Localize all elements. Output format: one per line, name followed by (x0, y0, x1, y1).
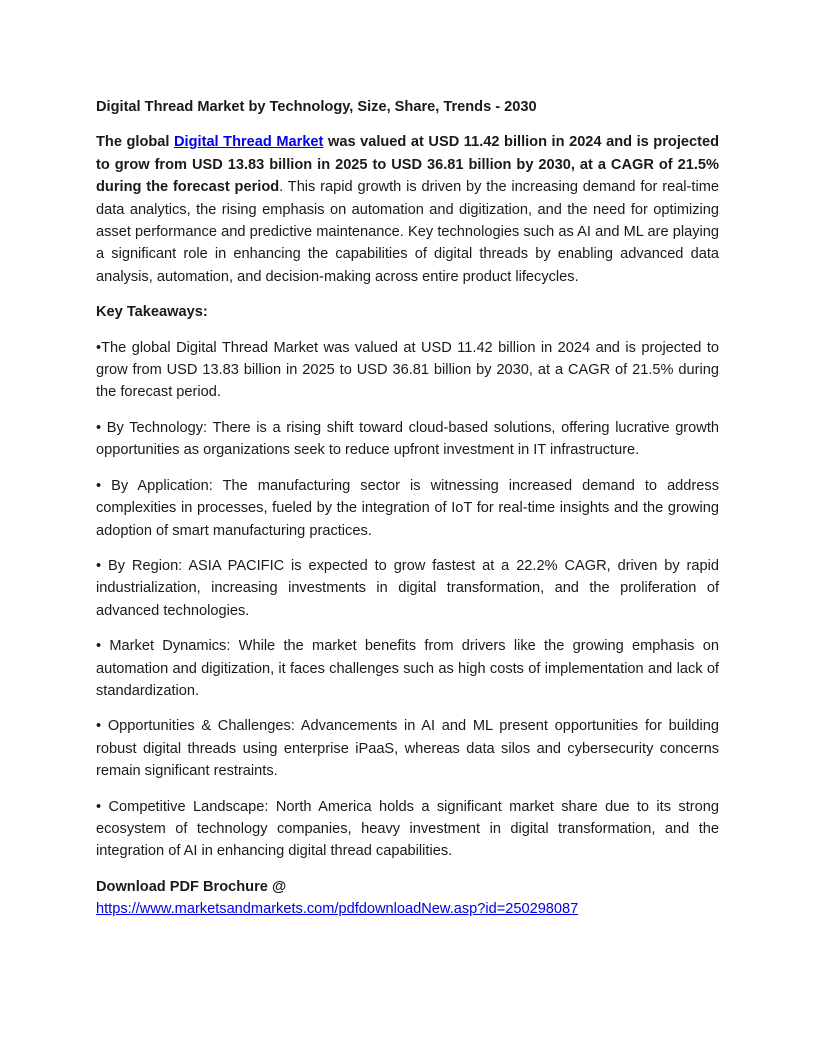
download-brochure-label: Download PDF Brochure @ (96, 878, 287, 895)
download-link-line (96, 898, 719, 920)
download-brochure-link[interactable]: https://www.marketsandmarkets.com/pdfdownloadNew.asp?id=250298087 (96, 901, 579, 918)
takeaway-item: • By Application: The manufacturing sector is witnessing increased demand to address complexities in processes, fueled by the integration of IoT for real-time insights and the growing adoption of smart manufacturing practices. (96, 477, 719, 539)
takeaway-item: •The global Digital Thread Market was valued at USD 11.42 billion in 2024 and is projected to grow from USD 13.83 billion in 2025 to USD 36.81 billion by 2030, at a CAGR of 21.5% during the forecast period. (96, 339, 719, 401)
document-content (96, 96, 719, 921)
takeaway-item: • Competitive Landscape: North America holds a significant market share due to its strong ecosystem of technology companies, heavy investment in digital transformation, and the integration of AI in enhancing digital thread capabilities. (96, 798, 719, 860)
digital-thread-market-link[interactable]: Digital Thread Market (174, 134, 324, 151)
takeaway-item: • By Region: ASIA PACIFIC is expected to grow fastest at a 22.2% CAGR, driven by rapid industrialization, increasing investments in digital transformation, and the proliferation of advanced technologies. (96, 557, 719, 619)
intro-paragraph (96, 131, 719, 288)
document-title: Digital Thread Market by Technology, Size, Share, Trends - 2030 (96, 99, 537, 115)
key-takeaways-heading: Key Takeaways: (96, 304, 208, 321)
intro-bold-prefix: The global (96, 134, 175, 151)
intro-bold-suffix: was valued at USD 11.42 billion in 2024 and is projected to grow from USD 13.83 billion in 2025 to USD 36.81 billion by 2030, at a CAGR of 21.5% during the forecast period (96, 134, 719, 196)
intro-body: . This rapid growth is driven by the increasing demand for real-time data analytics, the rising emphasis on automation and digitization, and the need for optimizing asset performance and predictive maintenance. Key technologies such as AI and ML are playing a significant role in enhancing the capabilities of digital threads by enabling advanced data analysis, automation, and decision-making across entire product lifecycles. (96, 179, 719, 285)
takeaway-item: • Market Dynamics: While the market benefits from drivers like the growing emphasis on automation and digitization, it faces challenges such as high costs of implementation and lack of standardization. (96, 638, 719, 699)
takeaway-item: • Opportunities & Challenges: Advancements in AI and ML present opportunities for building robust digital threads using enterprise iPaaS, whereas data silos and cybersecurity concerns remain significant restraints. (96, 718, 719, 780)
takeaway-item: • By Technology: There is a rising shift toward cloud-based solutions, offering lucrative growth opportunities as organizations seek to reduce upfront investment in IT infrastructure. (96, 419, 719, 459)
